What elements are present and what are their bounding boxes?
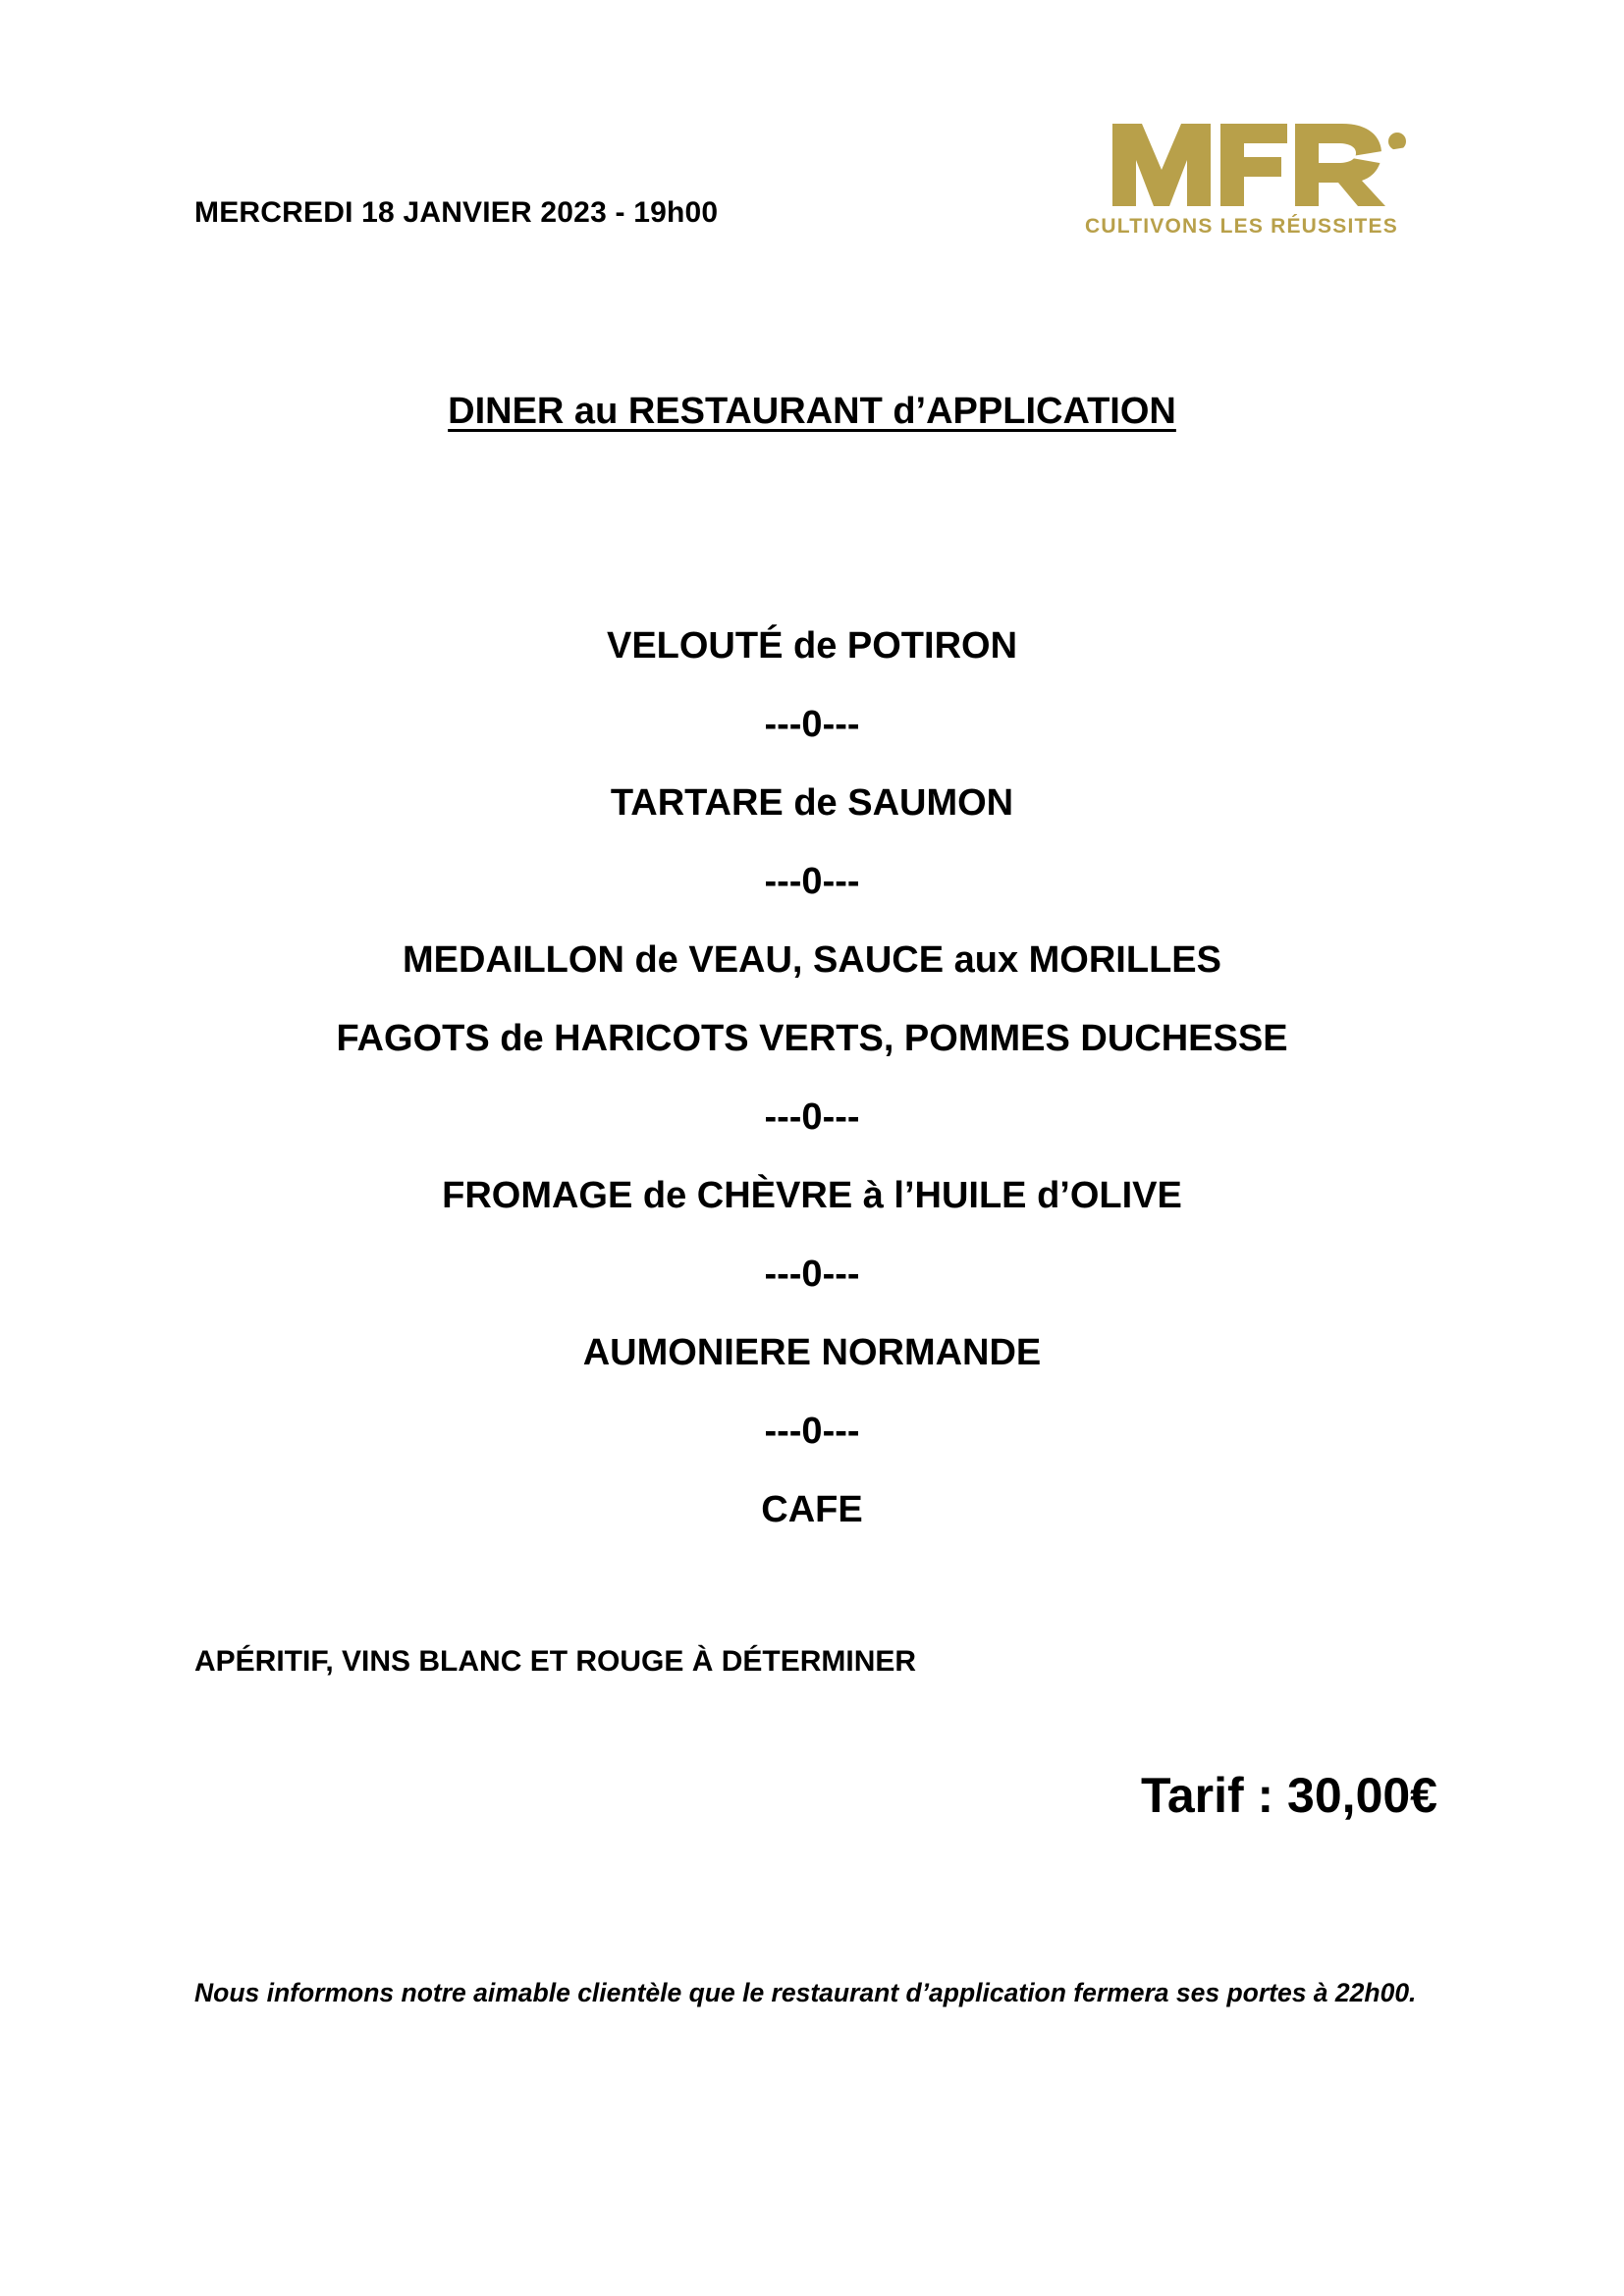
menu-separator: ---0--- xyxy=(764,1096,860,1138)
mfr-logo xyxy=(1085,116,1438,243)
menu-item: TARTARE de SAUMON xyxy=(610,782,1014,824)
menu-separator: ---0--- xyxy=(764,704,860,745)
closing-notice: Nous informons notre aimable clientèle que le restaurant d’application fermera ses portes à 22h00. xyxy=(194,1978,1417,2007)
menu-item: CAFE xyxy=(761,1489,863,1530)
menu-item: FROMAGE de CHÈVRE à l’HUILE d’OLIVE xyxy=(442,1175,1182,1216)
menu-item: FAGOTS de HARICOTS VERTS, POMMES DUCHESSE xyxy=(336,1018,1288,1059)
menu-item: VELOUTÉ de POTIRON xyxy=(606,625,1018,667)
mfr-logo-mark xyxy=(1085,116,1438,214)
menu-item: MEDAILLON de VEAU, SAUCE aux MORILLES xyxy=(403,939,1221,981)
menu-separator: ---0--- xyxy=(764,1254,860,1295)
drinks-note: APÉRITIF, VINS BLANC ET ROUGE À DÉTERMINER xyxy=(194,1645,917,1678)
price: Tarif : 30,00€ xyxy=(1140,1768,1437,1823)
menu-separator: ---0--- xyxy=(764,1411,860,1452)
page-title: DINER au RESTAURANT d’APPLICATION xyxy=(448,391,1176,432)
logo-tagline: CULTIVONS LES RÉUSSITES xyxy=(1085,215,1398,238)
menu-item: AUMONIERE NORMANDE xyxy=(582,1332,1042,1373)
event-date: MERCREDI 18 JANVIER 2023 - 19h00 xyxy=(194,196,719,229)
menu-separator: ---0--- xyxy=(764,861,860,902)
